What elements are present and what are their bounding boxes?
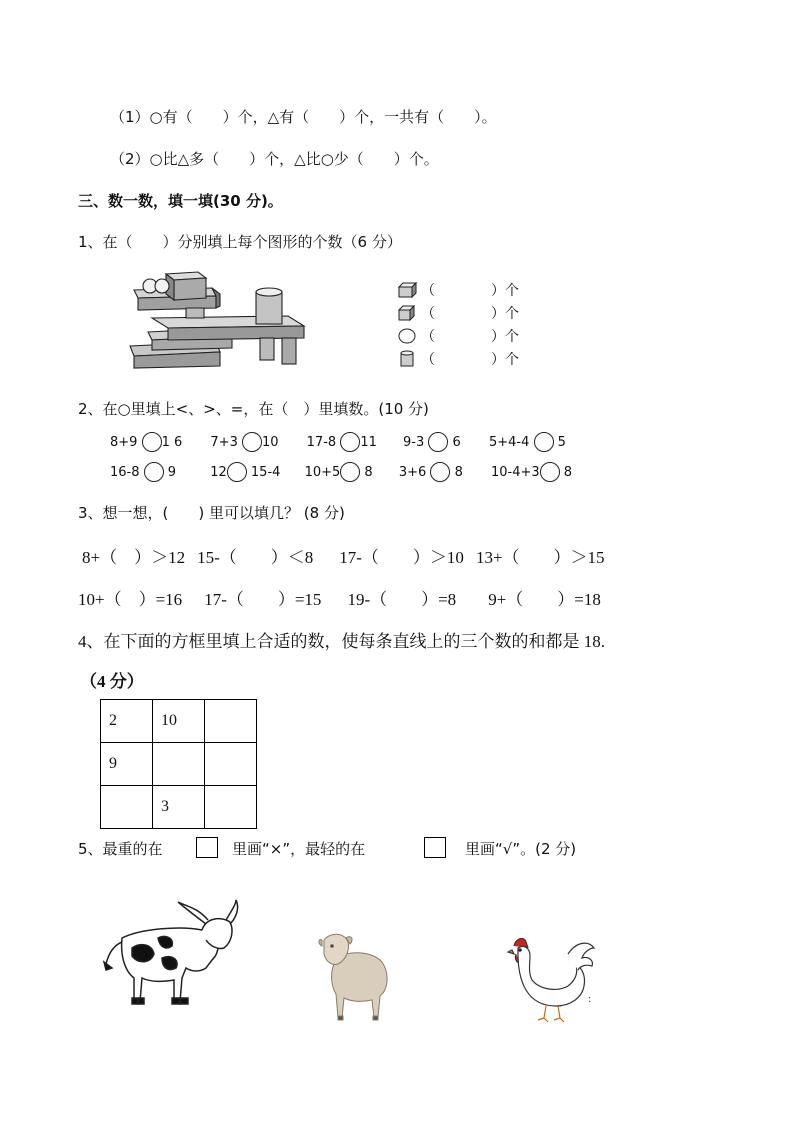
compare-item: 17-8 11 [307, 435, 377, 450]
grid-cell[interactable] [101, 786, 153, 829]
q1-answer-list [397, 278, 519, 370]
compare-circle[interactable] [142, 432, 162, 452]
fill-row-1 [82, 543, 605, 568]
fill-item[interactable]: 10+（ ）=16 [78, 590, 183, 609]
grid-cell[interactable]: 10 [153, 700, 205, 743]
block-stack-image [128, 268, 306, 370]
fill-item[interactable]: 17-（ ）＞10 [339, 548, 464, 567]
compare-item: 8+9 1 6 [110, 435, 182, 450]
lightest-box[interactable] [424, 837, 446, 858]
cuboid-icon [397, 282, 417, 298]
grid-cell[interactable] [205, 700, 257, 743]
answer-row [397, 278, 519, 301]
q1-title: 1、在（ ）分别填上每个图形的个数（6 分） [78, 233, 402, 251]
answer-blank[interactable]: （ ）个 [421, 328, 519, 345]
cube-icon [397, 305, 417, 321]
compare-row-2 [110, 462, 572, 482]
compare-item: 10-4+3 8 [491, 465, 572, 480]
heaviest-box[interactable] [196, 837, 218, 858]
answer-row [397, 301, 519, 324]
rooster-image [506, 934, 598, 1024]
q5-suffix: 里画“√”。(2 分) [465, 840, 577, 858]
grid-cell[interactable]: 3 [153, 786, 205, 829]
compare-item: 10+5 8 [305, 465, 373, 480]
compare-circle[interactable] [534, 432, 554, 452]
compare-circle[interactable] [340, 462, 360, 482]
compare-item: 7+3 10 [210, 435, 278, 450]
compare-circle[interactable] [340, 432, 360, 452]
compare-circle[interactable] [430, 462, 450, 482]
compare-item: 5+4-4 5 [489, 435, 566, 450]
magic-square-grid [100, 699, 257, 829]
sheep-image [318, 930, 392, 1024]
fill-item[interactable]: 17-（ ）=15 [204, 590, 322, 609]
answer-row [397, 347, 519, 370]
cylinder-icon [397, 350, 417, 368]
fill-item[interactable]: 9+（ ）=18 [488, 590, 601, 609]
sphere-icon [397, 328, 417, 344]
svg-text::: : [588, 994, 592, 1005]
compare-circle[interactable] [428, 432, 448, 452]
q2-title: 2、在○里填上<、>、=，在（ ）里填数。(10 分) [78, 400, 429, 418]
q4-title: 4、在下面的方框里填上合适的数，使每条直线上的三个数的和都是 18. [78, 632, 605, 651]
answer-blank[interactable]: （ ）个 [421, 351, 519, 368]
fill-row-2 [78, 585, 601, 610]
q5-prefix: 5、最重的在 [78, 840, 163, 858]
compare-item: 16-8 9 [110, 465, 176, 480]
compare-item: 9-3 6 [403, 435, 461, 450]
q3-title: 3、想一想，( ) 里可以填几？ (8 分) [78, 504, 345, 522]
fill-item[interactable]: 19-（ ）=8 [347, 590, 457, 609]
answer-blank[interactable]: （ ）个 [421, 305, 519, 322]
question-compare: （2）○比△多（ ）个，△比○少（ ）个。 [110, 150, 439, 168]
compare-circle[interactable] [144, 462, 164, 482]
grid-cell[interactable]: 2 [101, 700, 153, 743]
section-title: 三、数一数，填一填(30 分)。 [78, 192, 283, 210]
compare-item: 3+6 8 [399, 465, 463, 480]
compare-circle[interactable] [227, 462, 247, 482]
compare-circle[interactable] [242, 432, 262, 452]
compare-circle[interactable] [540, 462, 560, 482]
q5-mid: 里画“×”，最轻的在 [232, 840, 366, 858]
compare-row-1 [110, 432, 566, 452]
fill-item[interactable]: 13+（ ）＞15 [475, 548, 605, 567]
fill-item[interactable]: 15-（ ）＜8 [197, 548, 314, 567]
answer-blank[interactable]: （ ）个 [421, 282, 519, 299]
fill-item[interactable]: 8+（ ）＞12 [82, 548, 186, 567]
compare-item: 12 15-4 [210, 465, 280, 480]
grid-cell[interactable] [153, 743, 205, 786]
answer-row [397, 324, 519, 347]
q4-score: （4 分） [80, 672, 144, 691]
grid-cell[interactable] [205, 743, 257, 786]
grid-cell[interactable]: 9 [101, 743, 153, 786]
grid-cell[interactable] [205, 786, 257, 829]
cow-image [102, 898, 244, 1010]
question-circle-count: （1）○有（ ）个，△有（ ）个，一共有（ ）。 [110, 108, 497, 126]
